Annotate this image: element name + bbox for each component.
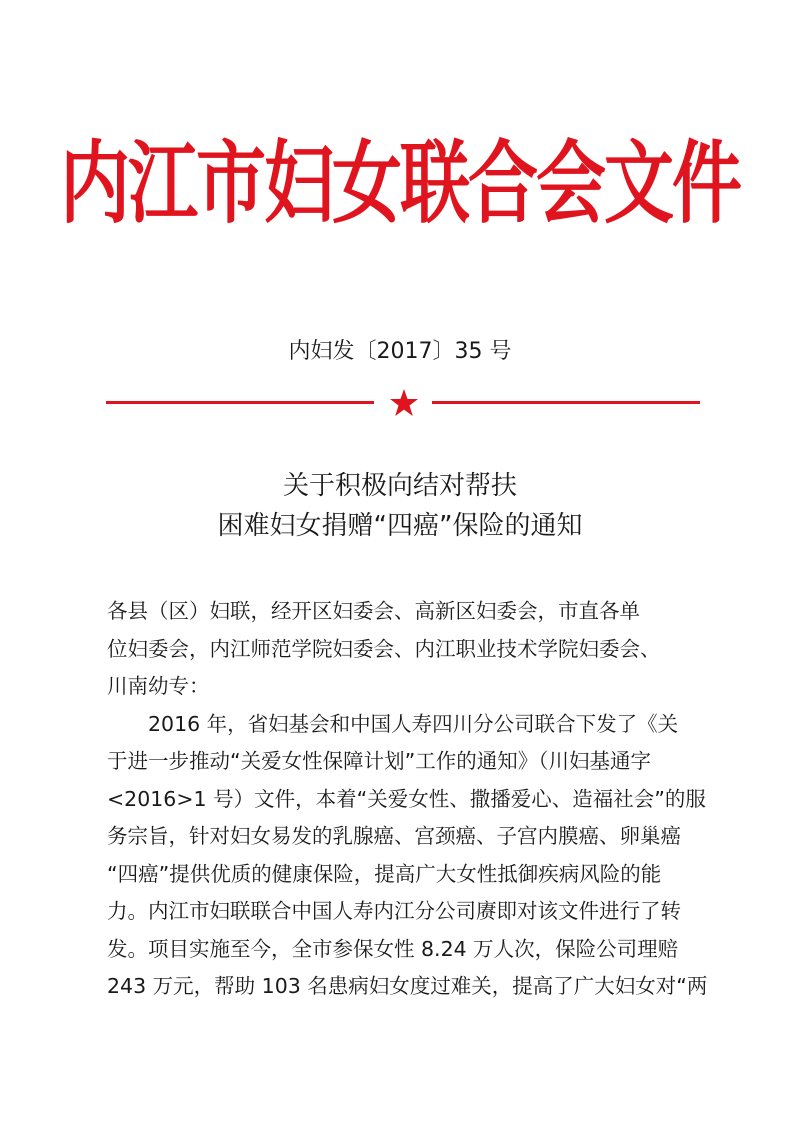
body-line: 243 万元，帮助 103 名患病妇女度过难关，提高了广大妇女对“两 xyxy=(107,974,708,998)
star-icon xyxy=(389,388,419,418)
notice-body xyxy=(107,593,708,1006)
document-header-title: 内江市妇女联合会文件 xyxy=(60,130,740,237)
subject-line-1: 关于积极向结对帮扶 xyxy=(282,471,517,501)
body-line: 川南幼专： xyxy=(107,674,210,698)
body-line: 位妇委会，内江师范学院妇委会、内江职业技术学院妇委会、 xyxy=(107,636,661,661)
red-divider-right xyxy=(432,401,700,404)
body-line: 于进一步推动“关爱女性保障计划”工作的通知》（川妇基通字 xyxy=(107,749,651,773)
body-line: 各县（区）妇联，经开区妇委会、高新区妇委会，市直各单 xyxy=(107,599,640,623)
body-line: 务宗旨，针对妇女易发的乳腺癌、宫颈癌、子宫内膜癌、卵巢癌 xyxy=(107,824,681,848)
body-line: 力。内江市妇联联合中国人寿内江分公司赓即对该文件进行了转 xyxy=(107,899,681,923)
body-line: 发。项目实施至今，全市参保女性 8.24 万人次，保险公司理赔 xyxy=(107,936,679,961)
subject-line-2: 困难妇女捐赠“四癌”保险的通知 xyxy=(217,511,583,541)
body-line: 2016 年，省妇基会和中国人寿四川分公司联合下发了《关 xyxy=(148,711,679,736)
body-line: “四癌”提供优质的健康保险，提高广大女性抵御疾病风险的能 xyxy=(107,861,662,886)
document-number: 内妇发〔2017〕35 号 xyxy=(288,339,512,364)
notice-subject xyxy=(0,466,800,546)
body-line: <2016>1 号）文件，本着“关爱女性、撒播爱心、造福社会”的服 xyxy=(107,786,706,811)
red-divider-left xyxy=(106,401,374,404)
